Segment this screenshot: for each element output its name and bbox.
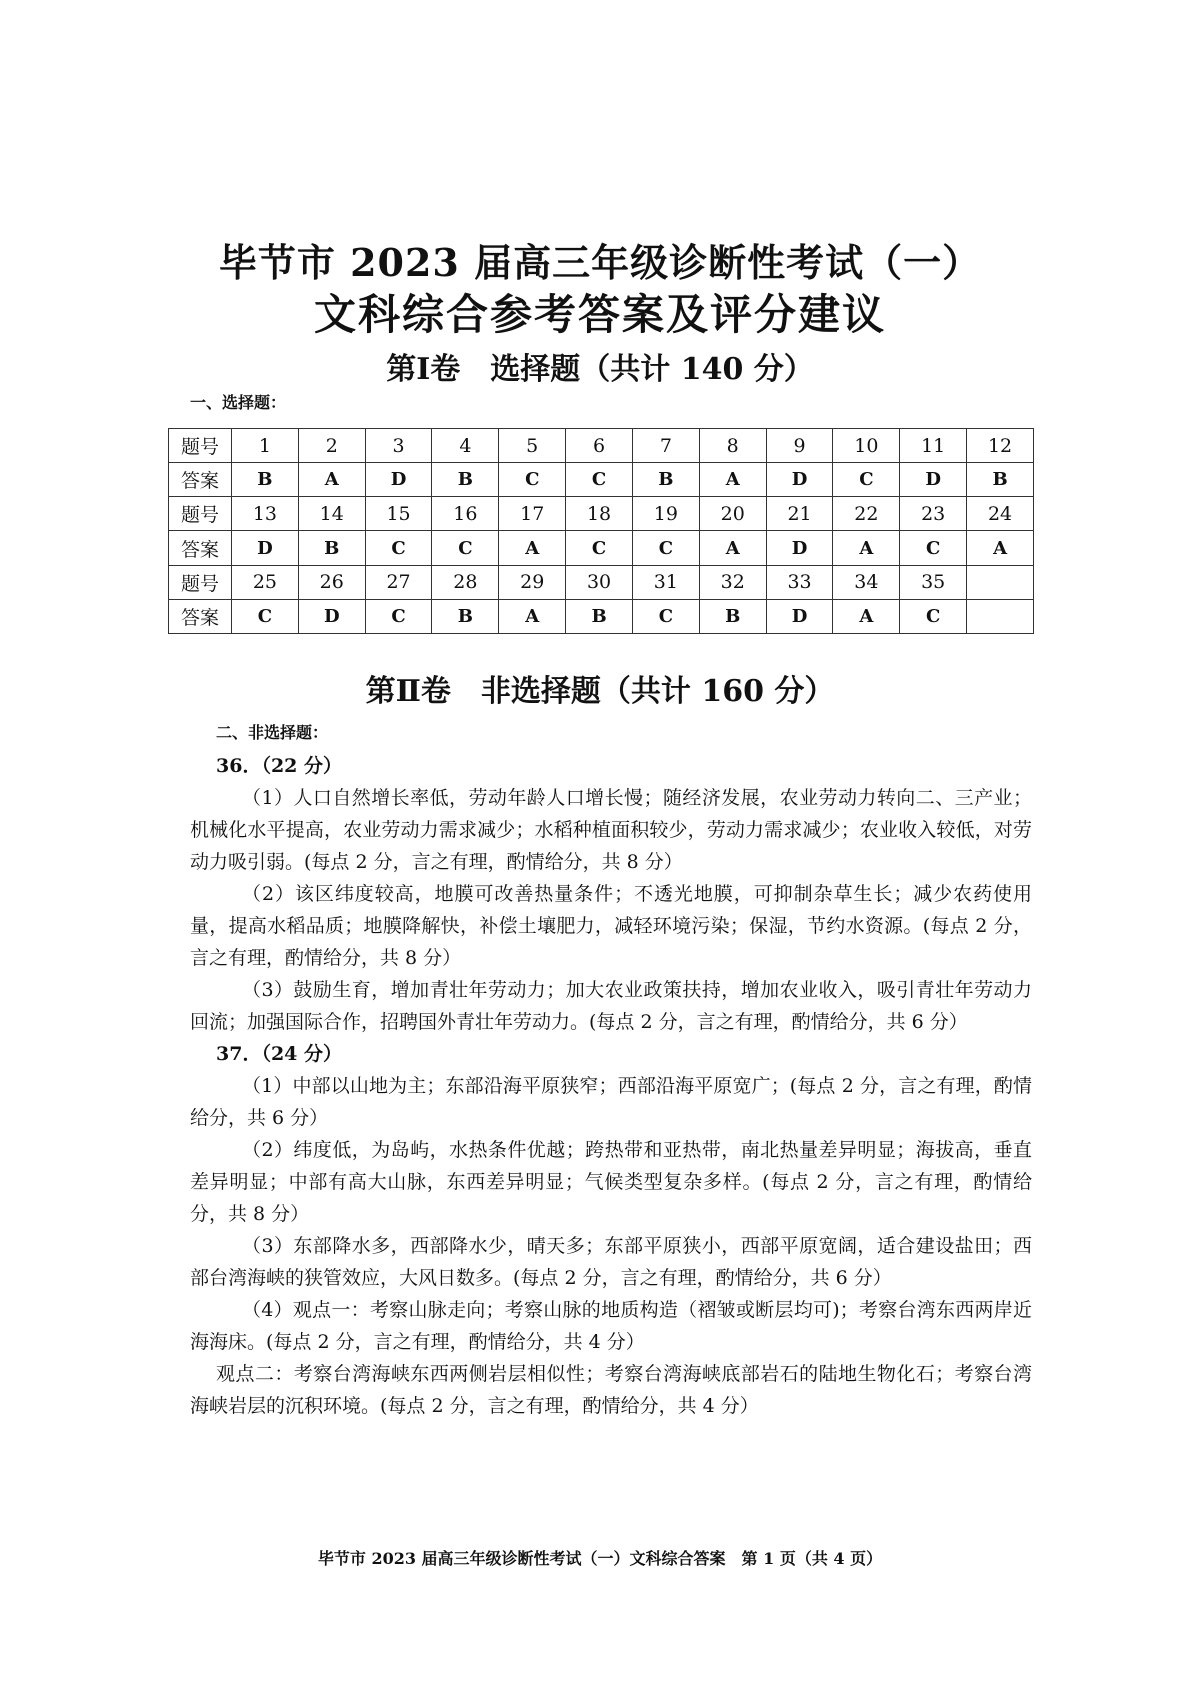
question-number-cell: 3: [365, 429, 432, 463]
section1-label: 一、选择题：: [190, 393, 287, 412]
answer-cell: C: [432, 531, 499, 565]
question-number-cell: 8: [699, 429, 766, 463]
question-number-cell: 2: [298, 429, 365, 463]
answer-cell: C: [365, 599, 432, 633]
question-number-cell: 22: [833, 497, 900, 531]
answer-content: [190, 750, 1032, 1422]
question-number-cell: 30: [566, 565, 633, 599]
answer-cell: A: [833, 599, 900, 633]
answer-cell: C: [833, 463, 900, 497]
question-number-cell: 18: [566, 497, 633, 531]
answer-cell: A: [298, 463, 365, 497]
question-number-cell: 6: [566, 429, 633, 463]
q37-part3: （3）东部降水多，西部降水少，晴天多；东部平原狭小，西部平原宽阔，适合建设盐田；西部台湾海峡的狭管效应，大风日数多。(每点 2 分，言之有理，酌情给分，共 6 分）: [190, 1235, 1032, 1289]
answer-cell: C: [499, 463, 566, 497]
answer-cell: C: [566, 463, 633, 497]
question-number-row: [169, 565, 1034, 599]
answer-cell: A: [833, 531, 900, 565]
answer-cell: B: [632, 463, 699, 497]
answer-cell: A: [499, 599, 566, 633]
answer-cell: D: [298, 599, 365, 633]
q36-heading: 36．（22 分）: [216, 755, 342, 777]
answer-cell: D: [766, 599, 833, 633]
document-title: 文科综合参考答案及评分建议: [313, 290, 886, 339]
page-footer: 毕节市 2023 届高三年级诊断性考试（一）文科综合答案 第 1 页（共 4 页）: [317, 1549, 883, 1568]
question-number-cell: 4: [432, 429, 499, 463]
question-number-cell: 7: [632, 429, 699, 463]
question-number-cell: 28: [432, 565, 499, 599]
answer-cell: B: [232, 463, 299, 497]
part1-title: 第Ⅰ卷 选择题（共计 140 分）: [386, 352, 814, 387]
answer-cell: A: [699, 531, 766, 565]
question-number-cell: 25: [232, 565, 299, 599]
q37-part1: （1）中部以山地为主；东部沿海平原狭窄；西部沿海平原宽广；(每点 2 分，言之有理，酌情给分，共 6 分）: [190, 1075, 1032, 1129]
question-number-cell: 27: [365, 565, 432, 599]
answer-cell: D: [365, 463, 432, 497]
answer-row: [169, 531, 1034, 565]
answer-cell: C: [365, 531, 432, 565]
question-number-cell: 31: [632, 565, 699, 599]
row-label-number: 题号: [169, 565, 232, 599]
question-number-cell: 17: [499, 497, 566, 531]
answer-cell: C: [900, 599, 967, 633]
row-label-answer: 答案: [169, 531, 232, 565]
q36-part2: （2）该区纬度较高，地膜可改善热量条件；不透光地膜，可抑制杂草生长；减少农药使用量，提高水稻品质；地膜降解快，补偿土壤肥力，减轻环境污染；保湿，节约水资源。(每点 2 分，言之有理，酌情给分，共 8 分）: [190, 883, 1032, 969]
question-number-cell: 16: [432, 497, 499, 531]
q37-part4-view1: （4）观点一：考察山脉走向；考察山脉的地质构造（褶皱或断层均可)；考察台湾东西两岸近海海床。(每点 2 分，言之有理，酌情给分，共 4 分）: [190, 1299, 1032, 1353]
question-number-cell: 23: [900, 497, 967, 531]
question-number-cell: 14: [298, 497, 365, 531]
question-number-cell: 35: [900, 565, 967, 599]
question-number-cell: 15: [365, 497, 432, 531]
question-number-cell: 33: [766, 565, 833, 599]
answer-row: [169, 599, 1034, 633]
question-number-cell: 34: [833, 565, 900, 599]
question-number-cell: 10: [833, 429, 900, 463]
q37-part2: （2）纬度低，为岛屿，水热条件优越；跨热带和亚热带，南北热量差异明显；海拔高，垂直差异明显；中部有高大山脉，东西差异明显；气候类型复杂多样。(每点 2 分，言之有理，酌情给分，共 8 分）: [190, 1139, 1032, 1225]
answer-cell: C: [566, 531, 633, 565]
exam-title: 毕节市 2023 届高三年级诊断性考试（一）: [218, 240, 982, 285]
question-number-cell: 11: [900, 429, 967, 463]
answer-cell: A: [967, 531, 1034, 565]
answer-cell: D: [766, 463, 833, 497]
question-number-row: [169, 429, 1034, 463]
answer-cell: C: [632, 531, 699, 565]
answer-cell: B: [298, 531, 365, 565]
q37-part4-view2: 观点二：考察台湾海峡东西两侧岩层相似性；考察台湾海峡底部岩石的陆地生物化石；考察台湾海峡岩层的沉积环境。(每点 2 分，言之有理，酌情给分，共 4 分）: [190, 1363, 1032, 1417]
answer-cell: D: [232, 531, 299, 565]
row-label-number: 题号: [169, 429, 232, 463]
answer-table: [168, 428, 1034, 634]
q36-part1: （1）人口自然增长率低，劳动年龄人口增长慢；随经济发展，农业劳动力转向二、三产业；机械化水平提高，农业劳动力需求减少；水稻种植面积较少，劳动力需求减少；农业收入较低，对劳动力吸引弱。(每点 2 分，言之有理，酌情给分，共 8 分）: [190, 787, 1032, 873]
answer-table-body: [169, 429, 1034, 634]
answer-cell: B: [967, 463, 1034, 497]
question-number-cell: 12: [967, 429, 1034, 463]
question-number-cell: 32: [699, 565, 766, 599]
question-number-row: [169, 497, 1034, 531]
question-number-cell: 13: [232, 497, 299, 531]
row-label-number: 题号: [169, 497, 232, 531]
answer-cell: [967, 599, 1034, 633]
q36-part3: （3）鼓励生育，增加青壮年劳动力；加大农业政策扶持，增加农业收入，吸引青壮年劳动力回流；加强国际合作，招聘国外青壮年劳动力。(每点 2 分，言之有理，酌情给分，共 6 分）: [190, 979, 1032, 1033]
answer-cell: A: [699, 463, 766, 497]
answer-cell: C: [232, 599, 299, 633]
answer-cell: C: [900, 531, 967, 565]
answer-cell: B: [566, 599, 633, 633]
answer-cell: B: [432, 463, 499, 497]
question-number-cell: 1: [232, 429, 299, 463]
answer-cell: A: [499, 531, 566, 565]
question-number-cell: 24: [967, 497, 1034, 531]
answer-cell: D: [766, 531, 833, 565]
row-label-answer: 答案: [169, 463, 232, 497]
q37-heading: 37．（24 分）: [216, 1043, 342, 1065]
question-number-cell: [967, 565, 1034, 599]
part2-title: 第Ⅱ卷 非选择题（共计 160 分）: [365, 674, 835, 709]
question-number-cell: 9: [766, 429, 833, 463]
section2-label: 二、非选择题：: [216, 723, 329, 742]
answer-cell: D: [900, 463, 967, 497]
row-label-answer: 答案: [169, 599, 232, 633]
question-number-cell: 21: [766, 497, 833, 531]
answer-cell: B: [432, 599, 499, 633]
answer-row: [169, 463, 1034, 497]
answer-cell: B: [699, 599, 766, 633]
question-number-cell: 5: [499, 429, 566, 463]
question-number-cell: 26: [298, 565, 365, 599]
answer-cell: C: [632, 599, 699, 633]
question-number-cell: 20: [699, 497, 766, 531]
question-number-cell: 29: [499, 565, 566, 599]
question-number-cell: 19: [632, 497, 699, 531]
